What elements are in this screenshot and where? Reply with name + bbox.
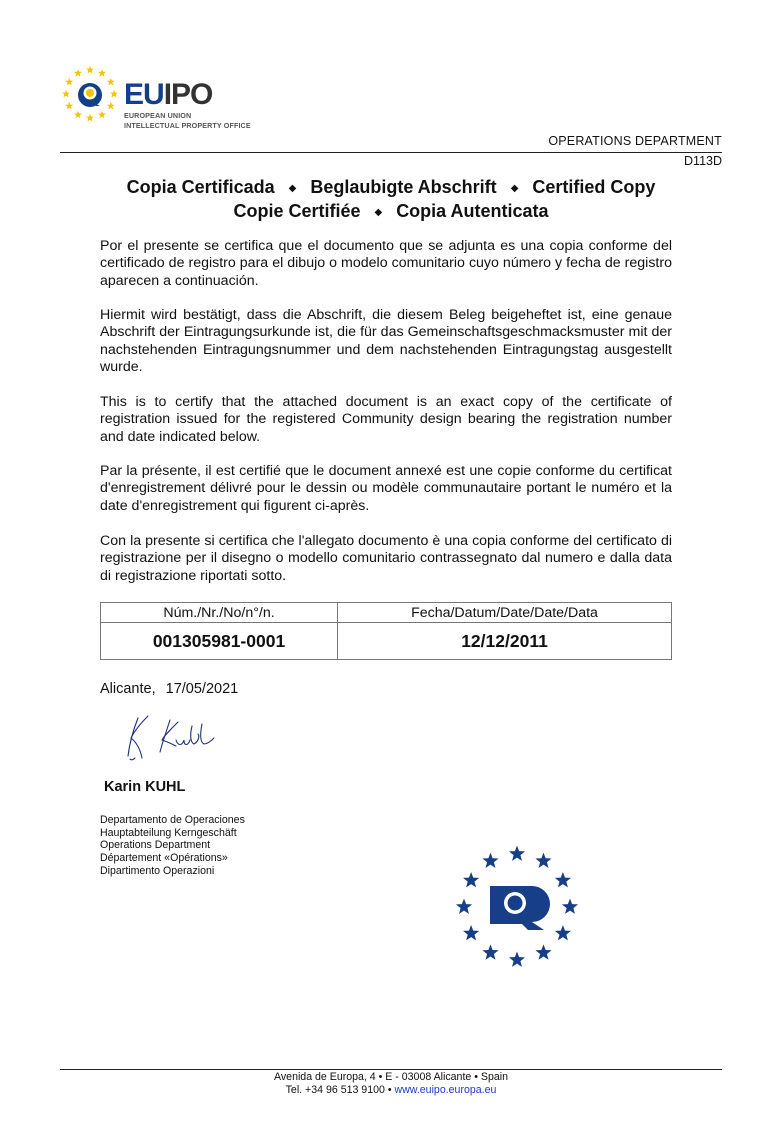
euipo-seal-icon [452, 842, 582, 972]
emblem-star [110, 90, 118, 98]
title-de: Beglaubigte Abschrift [310, 177, 497, 197]
footer-contact [60, 1084, 722, 1097]
euipo-star-emblem-icon [60, 64, 120, 124]
emblem-star [86, 66, 94, 74]
emblem-star [535, 853, 551, 868]
footer-address: Avenida de Europa, 4 • E - 03008 Alicante • Spain [274, 1071, 508, 1083]
department-label: OPERATIONS DEPARTMENT [548, 134, 722, 148]
title-separator: ◆ [374, 207, 383, 218]
logo-subtitle-line1: EUROPEAN UNION [124, 111, 192, 120]
role-it: Dipartimento Operazioni [100, 864, 215, 877]
emblem-star [65, 102, 73, 110]
place-and-date [100, 681, 238, 697]
certification-text-en: This is to certify that the attached document is an exact copy of the certificate of registration issued for the registered Community design bearing the registration number and date indicated below. [100, 394, 672, 445]
footer-divider [60, 1069, 722, 1070]
emblem-star [107, 102, 115, 110]
registration-reference-table [100, 602, 672, 660]
emblem-star [74, 111, 82, 119]
registration-date-value: 12/12/2011 [338, 623, 672, 660]
role-es: Departamento de Operaciones [100, 814, 245, 826]
document-code: D113D [684, 154, 722, 168]
emblem-star [463, 872, 479, 887]
signer-name: Karin KUHL [104, 779, 186, 795]
emblem-star [107, 78, 115, 86]
emblem-star [456, 899, 472, 914]
logo-subtitle-line2: INTELLECTUAL PROPERTY OFFICE [124, 121, 251, 130]
title-it: Copia Autenticata [396, 201, 549, 221]
emblem-star [98, 69, 106, 77]
emblem-star [555, 925, 571, 940]
certification-text-es: Por el presente se certifica que el documento que se adjunta es una copia conforme del certificado de registro para el dibujo o modelo comunitario cuyo número y fecha de registro aparecen a continuación. [100, 238, 672, 289]
title-line-1 [60, 176, 722, 200]
emblem-star [62, 90, 70, 98]
emblem-star [98, 111, 106, 119]
logo-wordmark: EUIPO EUROPEAN UNION INTELLECTUAL PROPERTY OFFICE [124, 78, 251, 130]
footer-website-link[interactable]: www.euipo.europa.eu [394, 1084, 497, 1096]
emblem-star [482, 944, 498, 959]
emblem-star [509, 846, 525, 861]
emblem-star [509, 952, 525, 967]
emblem-star [86, 114, 94, 122]
certification-text-de: Hiermit wird bestätigt, dass die Abschrift, die diesem Beleg beigeheftet ist, eine genaue Abschrift der Eintragungsurkunde ist, die für das Gemeinschaftsgeschmacksmuster mit der nachstehenden Eintragungsnummer und dem nachstehenden Eintragungstag ausgestellt wurde. [100, 307, 672, 376]
place-label: Alicante, [100, 681, 156, 697]
emblem-star [535, 944, 551, 959]
emblem-star [562, 899, 578, 914]
footer [60, 1071, 722, 1097]
title-fr: Copie Certifiée [233, 201, 361, 221]
footer-phone: Tel. +34 96 513 9100 • [285, 1084, 395, 1096]
registration-number-value: 001305981-0001 [101, 623, 338, 660]
emblem-star [65, 78, 73, 86]
emblem-star [74, 69, 82, 77]
emblem-star [555, 872, 571, 887]
emblem-star [463, 925, 479, 940]
certificate-title [60, 176, 722, 224]
emblem-star [482, 853, 498, 868]
title-line-2 [60, 200, 722, 224]
role-fr: Département «Opérations» [100, 852, 228, 865]
role-de: Hauptabteilung Kerngeschäft [100, 826, 237, 839]
signing-date: 17/05/2021 [165, 681, 239, 697]
header-divider [60, 152, 722, 153]
title-es: Copia Certificada [126, 177, 275, 197]
signer-roles [100, 814, 245, 878]
title-en: Certified Copy [532, 177, 656, 197]
handwritten-signature [118, 712, 228, 764]
role-en: Operations Department [100, 839, 211, 852]
registration-date-header: Fecha/Datum/Date/Date/Data [338, 603, 672, 623]
registration-number-header: Núm./Nr./No/n°/n. [101, 603, 338, 623]
title-separator: ◆ [510, 183, 519, 194]
certification-text-fr: Par la présente, il est certifié que le document annexé est une copie conforme du certificat d'enregistrement délivré pour le dessin ou modèle communautaire portant le numéro et la date d'enregistrement qui figurent ci-après. [100, 463, 672, 514]
title-separator: ◆ [288, 183, 297, 194]
certification-text-it: Con la presente si certifica che l'allegato documento è una copia conforme del certificato di registrazione per il disegno o modello comunitario contrassegnato dal numero e dalla data di registrazione riportati sotto. [100, 533, 672, 584]
